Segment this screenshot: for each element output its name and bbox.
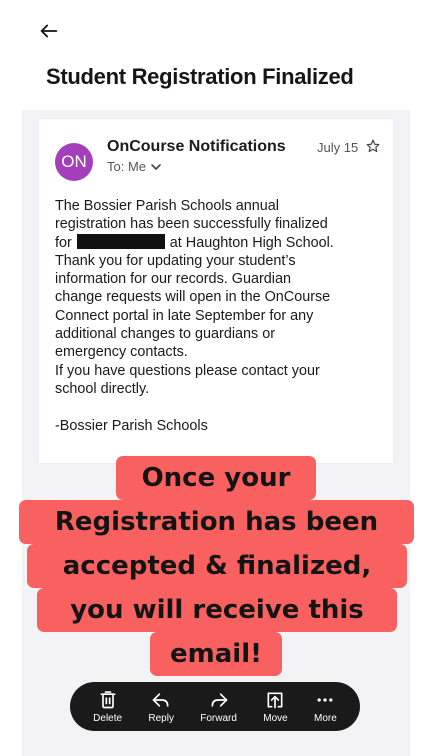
email-body: The Bossier Parish Schools annual registration has been successfully finalized for at Haughton High School. Thank you for updating your student’s information for our records. Guardian change requests will open in the OnCourse Connect portal in late September for any additional changes to guardians or emergency contacts. If you have questions please contact your school directly. -Bossier Parish Schools	[55, 197, 383, 435]
back-button[interactable]	[38, 20, 64, 46]
callout-line-5: email!	[150, 632, 282, 676]
sender-avatar[interactable]: ON	[55, 143, 93, 181]
recipients-toggle[interactable]	[107, 159, 162, 174]
chevron-down-icon	[150, 161, 162, 173]
star-button[interactable]	[366, 139, 380, 153]
arrow-left-icon	[38, 20, 60, 42]
star-icon	[366, 139, 380, 153]
more-button[interactable]: More	[314, 690, 337, 724]
to-label: To: Me	[107, 159, 147, 174]
reply-icon	[151, 690, 171, 710]
callout-line-3: accepted & finalized,	[27, 544, 407, 588]
email-action-bar	[70, 682, 360, 731]
move-button[interactable]: Move	[263, 690, 287, 724]
move-icon	[265, 690, 285, 710]
reply-button[interactable]: Reply	[148, 690, 174, 724]
email-subject: Student Registration Finalized	[46, 64, 354, 89]
email-signature: -Bossier Parish Schools	[55, 417, 208, 434]
forward-button[interactable]: Forward	[200, 690, 237, 724]
email-date: July 15	[317, 140, 359, 155]
email-card	[39, 119, 393, 463]
callout-line-1: Once your	[116, 456, 316, 500]
sender-name: OnCourse Notifications	[107, 138, 286, 155]
redacted-student-name	[77, 234, 165, 249]
delete-button[interactable]: Delete	[93, 690, 122, 724]
callout-line-4: you will receive this	[37, 588, 397, 632]
more-dots-icon	[315, 690, 335, 710]
callout-line-2: Registration has been	[19, 500, 414, 544]
trash-icon	[98, 690, 118, 710]
forward-icon	[209, 690, 229, 710]
